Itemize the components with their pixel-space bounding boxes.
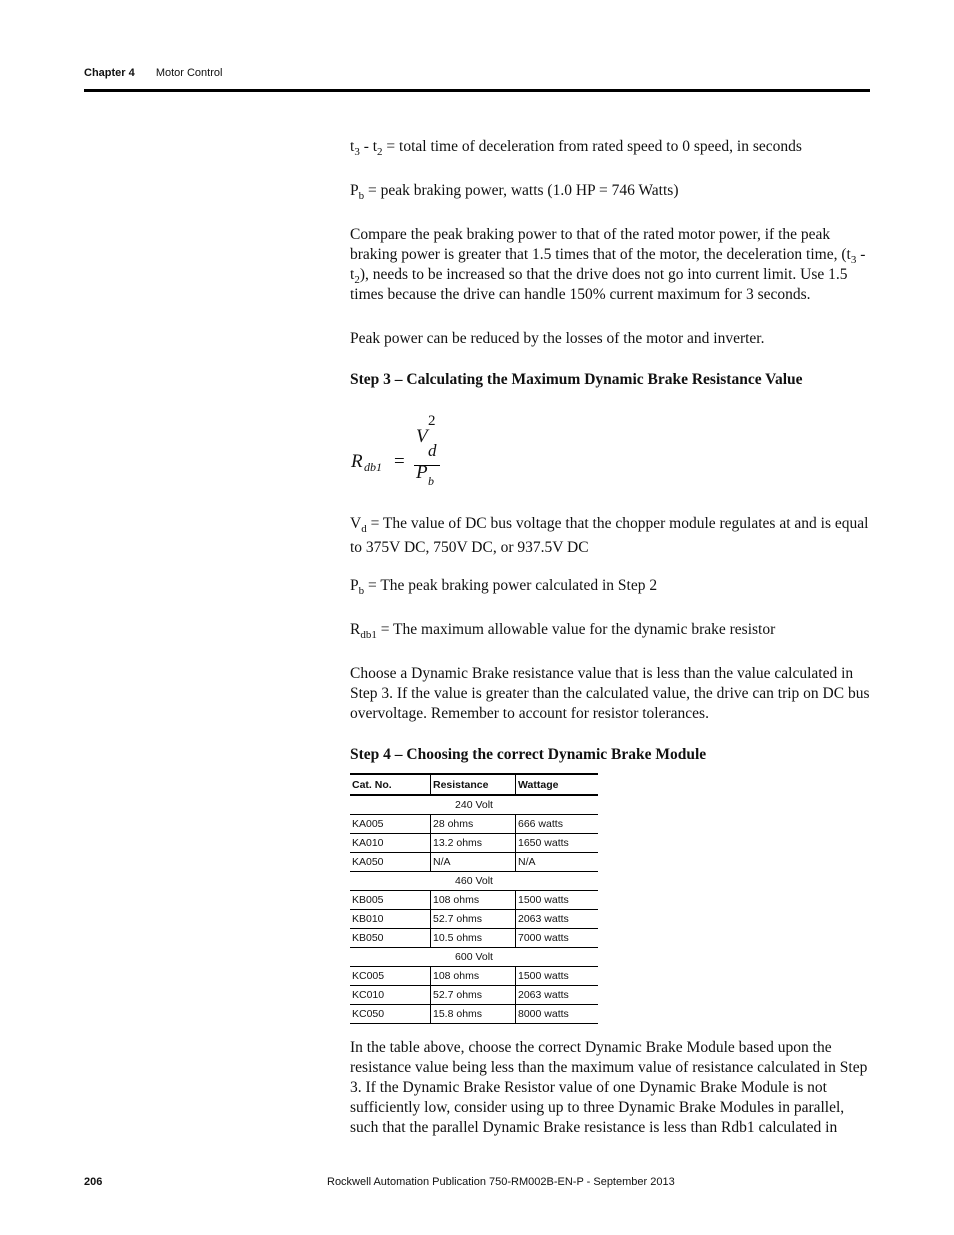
cell: KB005 bbox=[350, 891, 431, 910]
eq-equals: = bbox=[394, 451, 405, 472]
eq-r: R bbox=[351, 451, 363, 472]
cell: KB050 bbox=[350, 929, 431, 948]
group-row bbox=[350, 872, 598, 891]
definition-rdb1: $R_{db1}$ = The maximum allowable value for the dynamic brake resistor bbox=[350, 621, 776, 641]
cell: KB010 bbox=[350, 910, 431, 929]
step3-heading: Step 3 – Calculating the Maximum Dynamic Brake Resistance Value bbox=[350, 371, 803, 388]
cell: 8000 watts bbox=[516, 1005, 599, 1024]
cell: KA005 bbox=[350, 815, 431, 834]
dynamic-brake-module-table bbox=[350, 773, 598, 1024]
cell: 2063 watts bbox=[516, 910, 599, 929]
section-label: Motor Control bbox=[155, 67, 223, 79]
peak-power-paragraph: Peak power can be reduced by the losses of the motor and inverter. bbox=[350, 330, 765, 347]
table-row bbox=[350, 967, 598, 986]
chapter-label: Chapter 4 bbox=[84, 67, 135, 79]
table-row bbox=[350, 986, 598, 1005]
col-resistance: Resistance bbox=[431, 774, 516, 795]
eq-v: V bbox=[416, 426, 428, 447]
cell: KA050 bbox=[350, 853, 431, 872]
group-row bbox=[350, 948, 598, 967]
cell: 52.7 ohms bbox=[431, 910, 516, 929]
eq-v-exponent: 2 bbox=[428, 413, 436, 429]
cell: 1500 watts bbox=[516, 967, 599, 986]
table-row bbox=[350, 891, 598, 910]
choose-paragraph: Choose a Dynamic Brake resistance value that is less than the value calculated in Step 3. If the value is greater than the calculated value, the drive can trip on DC bus overvoltage. Remember to account for resistor tolerances. bbox=[350, 665, 870, 722]
table-row bbox=[350, 929, 598, 948]
cell: 108 ohms bbox=[431, 891, 516, 910]
cell: N/A bbox=[516, 853, 599, 872]
table-row bbox=[350, 815, 598, 834]
final-paragraph: In the table above, choose the correct Dynamic Brake Module based upon the resistance value being less than the maximum value of resistance calculated in Step 3. If the Dynamic Brake Resistor value of one Dynamic Brake Module is not sufficiently low, consider using up to three Dynamic Brake Modules in parallel, such that the parallel Dynamic Brake resistance is less than Rdb1 calculated in bbox=[350, 1039, 868, 1136]
definition-pb-step2: $P_b$ = The peak braking power calculated in Step 2 bbox=[350, 577, 658, 597]
col-wattage: Wattage bbox=[516, 774, 599, 795]
cell: 28 ohms bbox=[431, 815, 516, 834]
eq-r-sub: db1 bbox=[364, 460, 382, 474]
table-row bbox=[350, 853, 598, 872]
col-cat-no: Cat. No. bbox=[350, 774, 431, 795]
cell: 15.8 ohms bbox=[431, 1005, 516, 1024]
table-row bbox=[350, 834, 598, 853]
eq-p: P bbox=[416, 462, 428, 483]
cell: 52.7 ohms bbox=[431, 986, 516, 1005]
table-header-row bbox=[350, 774, 598, 795]
cell: 1500 watts bbox=[516, 891, 599, 910]
cell: 108 ohms bbox=[431, 967, 516, 986]
definition-pb: $P_b$ = peak braking power, watts (1.0 HP = 746 Watts) bbox=[350, 182, 679, 202]
cell: N/A bbox=[431, 853, 516, 872]
group-label: 600 Volt bbox=[350, 948, 598, 967]
header-rule bbox=[84, 89, 870, 92]
group-row bbox=[350, 795, 598, 815]
cell: 7000 watts bbox=[516, 929, 599, 948]
compare-paragraph: Compare the peak braking power to that of the rated motor power, if the peak braking power is greater that 1.5 times that of the motor, the deceleration time, $(t_3 - t_2)$, needs to be increased so that the drive does not go into current limit. Use 1.5 times because the drive can handle 150% current maximum for 3 seconds. bbox=[350, 226, 866, 303]
cell: KA010 bbox=[350, 834, 431, 853]
cell: 666 watts bbox=[516, 815, 599, 834]
step4-heading: Step 4 – Choosing the correct Dynamic Brake Module bbox=[350, 746, 707, 763]
definition-t3-t2: $t_3 - t_2$ = total time of deceleration from rated speed to 0 speed, in seconds bbox=[350, 138, 802, 158]
cell: KC005 bbox=[350, 967, 431, 986]
cell: 13.2 ohms bbox=[431, 834, 516, 853]
table-row bbox=[350, 1005, 598, 1024]
page-number: 206 bbox=[84, 1176, 103, 1188]
publication-footer: Rockwell Automation Publication 750-RM002B-EN-P - September 2013 bbox=[327, 1176, 675, 1188]
table-row bbox=[350, 910, 598, 929]
cell: 2063 watts bbox=[516, 986, 599, 1005]
cell: KC050 bbox=[350, 1005, 431, 1024]
definition-vd: $V_d$ = The value of DC bus voltage that the chopper module regulates at and is equal to 375V DC, 750V DC, or 937.5V DC bbox=[350, 515, 869, 556]
running-header bbox=[84, 67, 222, 79]
eq-v-sub: d bbox=[428, 441, 437, 460]
group-label: 460 Volt bbox=[350, 872, 598, 891]
rdb1-equation bbox=[350, 410, 470, 490]
cell: 1650 watts bbox=[516, 834, 599, 853]
cell: KC010 bbox=[350, 986, 431, 1005]
group-label: 240 Volt bbox=[350, 795, 598, 815]
eq-p-sub: b bbox=[428, 474, 434, 488]
cell: 10.5 ohms bbox=[431, 929, 516, 948]
